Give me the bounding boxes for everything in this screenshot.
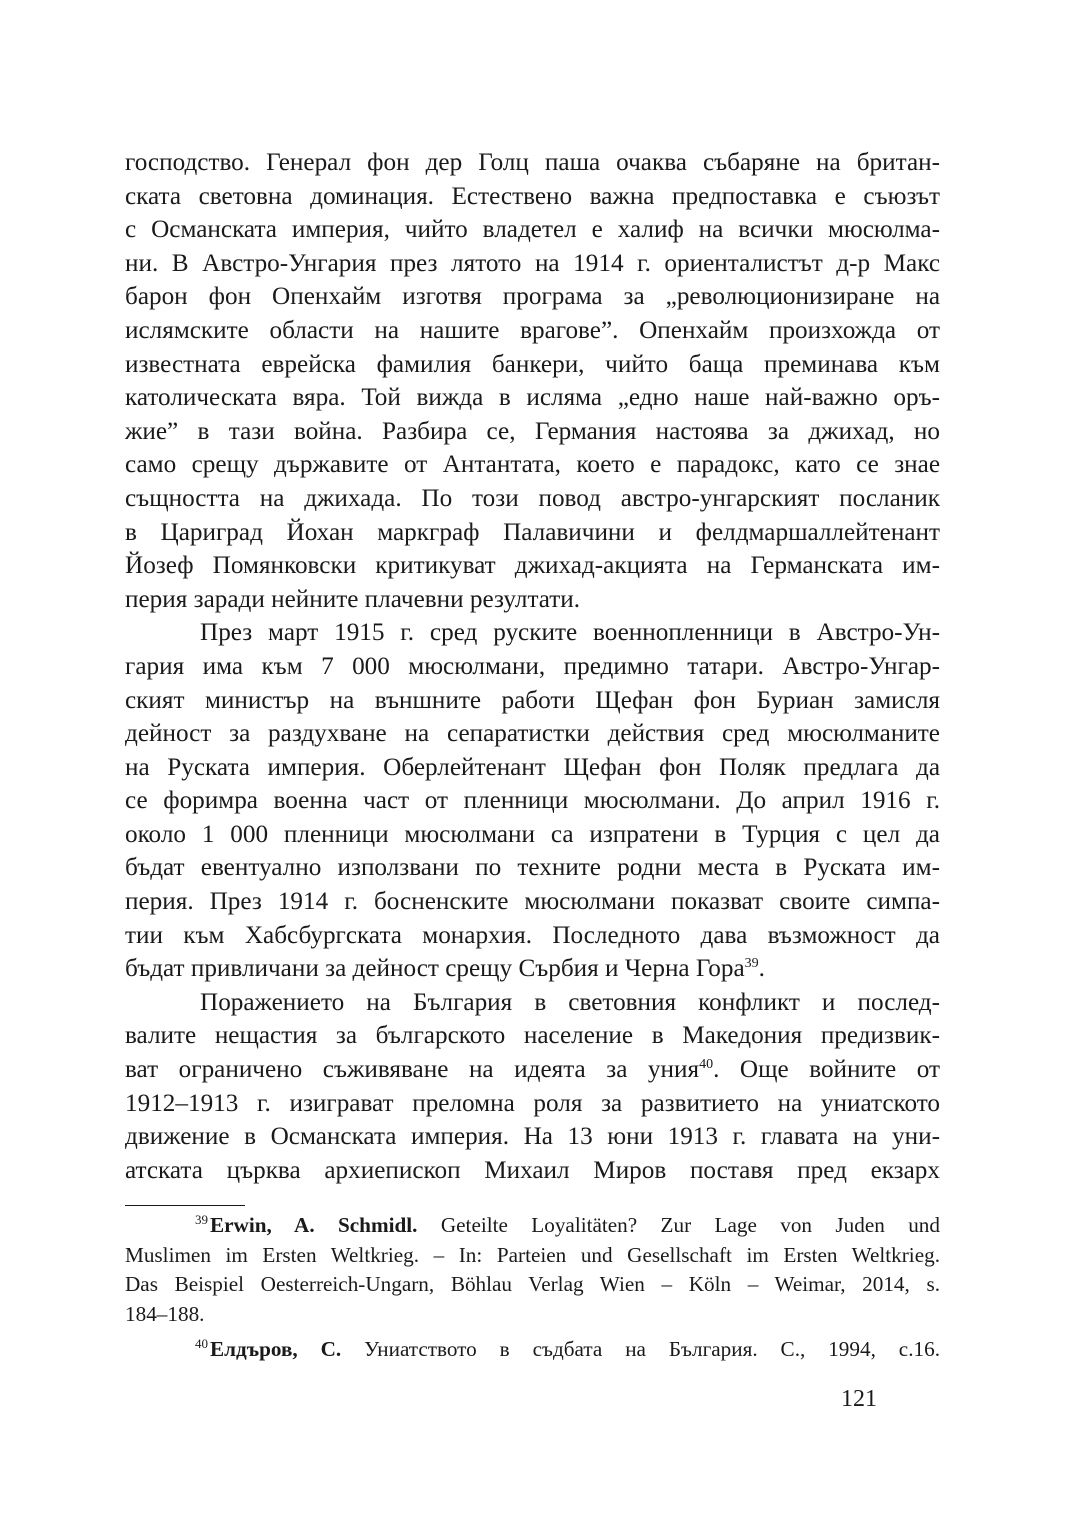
text-line: движение в Османската империя. На 13 юни 1913 г. главата на уни- [125,1123,940,1151]
text-line: гария има към 7 000 мюсюлмани, предимно татари. Австро-Унгар- [125,652,940,680]
text-line: ислямските области на нашите врагове”. Опенхайм произхожда от [125,316,940,344]
footnote-line: Muslimen im Ersten Weltkrieg. – In: Parteien und Gesellschaft im Ersten Weltkrieg. [125,1242,940,1267]
footnote-number: 40 [195,1336,208,1351]
text-line: дейност за раздухване на сепаратистки действия сред мюсюлманите [125,720,940,748]
text-line: известната еврейска фамилия банкери, чийто баща преминава към [125,350,940,378]
text-line: католическата вяра. Той вижда в исляма „едно наше най-важно оръ- [125,384,940,412]
footnote-40 [125,1335,940,1365]
footnote-line: Das Beispiel Oesterreich-Ungarn, Böhlau Verlag Wien – Köln – Weimar, 2014, s. [125,1272,940,1296]
footnote-39 [125,1211,940,1329]
text-line: Йозеф Помянковски критикуват джихад-акцията на Германската им- [125,552,940,580]
text-line: барон фон Опенхайм изготвя програма за „революционизиране на [125,283,940,311]
text-fragment: ват ограничено съживяване на идеята за уния [125,1056,700,1084]
footnotes [125,1211,940,1365]
text-line: атската църква архиепископ Михаил Миров поставя пред екзарх [125,1156,940,1184]
footnote-divider [125,1205,245,1206]
text-line: бъдат привличани за дейност срещу Сърбия и Черна Гора$^{39}$. [125,955,765,983]
text-line: перия заради нейните плачевни резултати. [125,585,581,613]
page-number: 121 [841,1386,877,1412]
text-fragment: бъдат привличани за дейност срещу Сърбия и Черна Гора [125,955,745,983]
footnote-ref-39[interactable]: 39 [744,956,759,972]
text-line: господство. Генерал фон дер Голц паша очаква събаряне на британ- [125,149,940,176]
text-line: същността на джихада. По този повод австро-унгарският посланик [125,484,940,512]
text-line: жие” в тази война. Разбира се, Германия настоява за джихад, но [125,417,940,445]
text-line: в Цариград Йохан маркграф Палавичини и фелдмаршаллейтенант [125,518,940,546]
paragraph-2 [125,616,940,986]
text-line: само срещу държавите от Антантата, което е парадокс, като се знае [125,451,940,479]
footnote-text: Geteilte Loyalitäten? Zur Lage von Juden und [417,1213,940,1237]
text-line: на Руската империя. Оберлейтенант Щефан фон Поляк предлага да [125,753,940,781]
footnote-number: 39 [195,1212,208,1227]
text-line: се форимра военна част от пленници мюсюлмани. До април 1916 г. [125,787,940,815]
footnote-author: Erwin, A. Schmidl. [210,1213,418,1237]
text-line: Поражението на България в световния конфликт и послед- [200,988,940,1016]
footnote-text: Униатството в съдбата на България. С., 1994, с.16. [341,1337,940,1361]
footnote-author: Елдъров, С. [210,1337,342,1361]
text-line [125,1053,940,1087]
text-line: бъдат евентуално използвани по техните родни места в Руската им- [125,854,940,882]
text-line: перия. През 1914 г. босненските мюсюлмани показват своите симпа- [125,888,940,916]
footnote-line: 184–188. [125,1301,205,1326]
main-text [125,146,940,1187]
text-line: През март 1915 г. сред руските военнопленници в Австро-Ун- [200,619,940,647]
footnote-line [125,1211,940,1241]
text-line: ската световна доминация. Естествено важна предпоставка е съюзът [125,182,940,210]
text-line: валите нещастия за българското население в Македония предизвик- [125,1022,940,1050]
paragraph-3 [125,986,940,1188]
text-line: тии към Хабсбургската монархия. Последното дава възможност да [125,921,940,949]
text-line: ският министър на външните работи Щефан фон Буриан замисля [125,686,940,714]
text-line: ни. В Австро-Унгария през лятото на 1914 г. ориенталистът д-р Макс [125,249,940,277]
text-line: с Османската империя, чийто владетел е халиф на всички мюсюлма- [125,216,940,244]
text-line: 1912–1913 г. изиграват преломна роля за развитието на униатското [125,1089,940,1117]
paragraph-1 [125,146,940,616]
text-fragment: . Още войните от [713,1056,940,1084]
text-line: около 1 000 пленници мюсюлмани са изпратени в Турция с цел да [125,820,940,848]
footnote-line [125,1335,940,1365]
footnote-ref-40[interactable]: 40 [699,1057,714,1073]
